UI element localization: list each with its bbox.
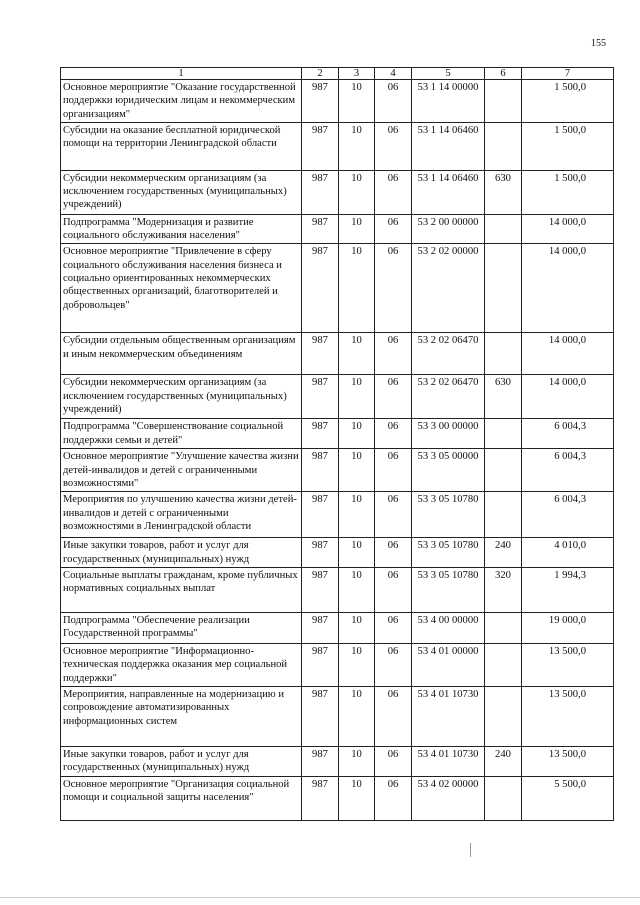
cell-subsection: 06 [375,170,412,214]
cell-subsection: 06 [375,613,412,644]
cell-section: 10 [339,214,375,244]
cell-section: 10 [339,776,375,820]
cell-amount: 14 000,0 [522,333,614,375]
cell-expense-type [485,122,522,170]
cell-amount: 6 004,3 [522,449,614,492]
page-number: 155 [591,38,606,49]
cell-ministry-code: 987 [302,686,339,746]
cell-ministry-code: 987 [302,644,339,687]
row-name: Мероприятия, направленные на модернизацию и сопровождение автоматизированных информационных систем [61,686,302,746]
header-cell: 6 [485,68,522,80]
table-row [61,375,614,419]
table-row [61,492,614,538]
table-row [61,613,614,644]
cell-section: 10 [339,568,375,613]
cell-ministry-code: 987 [302,746,339,776]
cell-subsection: 06 [375,746,412,776]
cell-amount: 13 500,0 [522,686,614,746]
cell-target-code: 53 3 05 00000 [412,449,485,492]
cell-expense-type [485,492,522,538]
cell-target-code: 53 2 02 00000 [412,244,485,333]
header-cell: 5 [412,68,485,80]
cell-amount: 6 004,3 [522,419,614,449]
cell-target-code: 53 2 02 06470 [412,375,485,419]
cell-expense-type: 320 [485,568,522,613]
cell-subsection: 06 [375,80,412,123]
budget-table [60,67,614,821]
table-row [61,80,614,123]
table-row [61,568,614,613]
cell-subsection: 06 [375,333,412,375]
cell-amount: 1 500,0 [522,80,614,123]
row-name: Субсидии некоммерческим организациям (за исключением государственных (муниципальных) учреждений) [61,375,302,419]
table-row [61,244,614,333]
cell-target-code: 53 3 00 00000 [412,419,485,449]
cell-subsection: 06 [375,686,412,746]
cell-amount: 4 010,0 [522,538,614,568]
cell-amount: 19 000,0 [522,613,614,644]
row-name: Подпрограмма "Обеспечение реализации Государственной программы" [61,613,302,644]
cell-expense-type [485,613,522,644]
cell-amount: 14 000,0 [522,244,614,333]
cell-subsection: 06 [375,644,412,687]
cell-ministry-code: 987 [302,244,339,333]
row-name: Мероприятия по улучшению качества жизни детей-инвалидов и детей с ограниченными возможностями в Ленинградской области [61,492,302,538]
cell-target-code: 53 3 05 10780 [412,492,485,538]
table-row [61,686,614,746]
cell-target-code: 53 3 05 10780 [412,568,485,613]
cell-expense-type [485,419,522,449]
cell-ministry-code: 987 [302,613,339,644]
cell-target-code: 53 4 01 00000 [412,644,485,687]
cell-target-code: 53 4 01 10730 [412,686,485,746]
cell-section: 10 [339,449,375,492]
row-name: Субсидии некоммерческим организациям (за исключением государственных (муниципальных) учреждений) [61,170,302,214]
cell-amount: 14 000,0 [522,214,614,244]
cell-ministry-code: 987 [302,214,339,244]
cell-expense-type: 630 [485,375,522,419]
table-row [61,644,614,687]
cell-ministry-code: 987 [302,568,339,613]
cell-subsection: 06 [375,419,412,449]
cell-expense-type [485,80,522,123]
cell-expense-type [485,333,522,375]
row-name: Иные закупки товаров, работ и услуг для государственных (муниципальных) нужд [61,538,302,568]
cell-section: 10 [339,613,375,644]
cell-section: 10 [339,170,375,214]
cell-ministry-code: 987 [302,122,339,170]
cell-target-code: 53 1 14 06460 [412,170,485,214]
cell-ministry-code: 987 [302,333,339,375]
cell-subsection: 06 [375,538,412,568]
cell-target-code: 53 2 00 00000 [412,214,485,244]
cell-expense-type [485,449,522,492]
cell-amount: 1 994,3 [522,568,614,613]
cell-ministry-code: 987 [302,538,339,568]
cell-section: 10 [339,333,375,375]
cell-section: 10 [339,538,375,568]
cell-subsection: 06 [375,122,412,170]
cell-section: 10 [339,375,375,419]
cell-expense-type [485,776,522,820]
scan-edge-line [0,897,640,898]
cell-section: 10 [339,644,375,687]
cell-amount: 1 500,0 [522,122,614,170]
table-row [61,746,614,776]
cell-target-code: 53 4 02 00000 [412,776,485,820]
cell-ministry-code: 987 [302,80,339,123]
cell-target-code: 53 4 01 10730 [412,746,485,776]
cell-amount: 14 000,0 [522,375,614,419]
cell-section: 10 [339,492,375,538]
cell-subsection: 06 [375,214,412,244]
header-cell: 2 [302,68,339,80]
cell-ministry-code: 987 [302,492,339,538]
cell-amount: 5 500,0 [522,776,614,820]
cell-ministry-code: 987 [302,419,339,449]
cell-expense-type: 630 [485,170,522,214]
cell-target-code: 53 2 02 06470 [412,333,485,375]
header-cell: 4 [375,68,412,80]
cell-amount: 1 500,0 [522,170,614,214]
scan-mark [470,843,471,857]
cell-target-code: 53 3 05 10780 [412,538,485,568]
table-row [61,419,614,449]
cell-subsection: 06 [375,244,412,333]
row-name: Основное мероприятие "Оказание государственной поддержки юридическим лицам и некоммерческим организациям" [61,80,302,123]
cell-target-code: 53 4 00 00000 [412,613,485,644]
row-name: Основное мероприятие "Привлечение в сферу социального обслуживания населения бизнеса и социально ориентированных некоммерческих общественных организаций, благотворителей и добровольцев" [61,244,302,333]
cell-section: 10 [339,244,375,333]
cell-section: 10 [339,122,375,170]
cell-amount: 6 004,3 [522,492,614,538]
table-row [61,122,614,170]
table-header-row [61,68,614,80]
table-row [61,776,614,820]
cell-subsection: 06 [375,568,412,613]
cell-target-code: 53 1 14 00000 [412,80,485,123]
cell-ministry-code: 987 [302,449,339,492]
cell-section: 10 [339,746,375,776]
cell-expense-type [485,214,522,244]
row-name: Субсидии отдельным общественным организациям и иным некоммерческим объединениям [61,333,302,375]
cell-section: 10 [339,80,375,123]
cell-ministry-code: 987 [302,776,339,820]
cell-ministry-code: 987 [302,170,339,214]
row-name: Подпрограмма "Модернизация и развитие социального обслуживания населения" [61,214,302,244]
cell-expense-type [485,644,522,687]
cell-expense-type: 240 [485,746,522,776]
table-row [61,538,614,568]
cell-subsection: 06 [375,492,412,538]
row-name: Основное мероприятие "Организация социальной помощи и социальной защиты населения" [61,776,302,820]
cell-section: 10 [339,686,375,746]
cell-subsection: 06 [375,776,412,820]
row-name: Основное мероприятие "Улучшение качества жизни детей-инвалидов и детей с ограниченными возможностями" [61,449,302,492]
row-name: Социальные выплаты гражданам, кроме публичных нормативных социальных выплат [61,568,302,613]
cell-expense-type [485,244,522,333]
header-cell: 1 [61,68,302,80]
cell-amount: 13 500,0 [522,644,614,687]
header-cell: 7 [522,68,614,80]
row-name: Подпрограмма "Совершенствование социальной поддержки семьи и детей" [61,419,302,449]
table-row [61,214,614,244]
table-row [61,449,614,492]
table-row [61,333,614,375]
row-name: Субсидии на оказание бесплатной юридической помощи на территории Ленинградской области [61,122,302,170]
cell-target-code: 53 1 14 06460 [412,122,485,170]
cell-subsection: 06 [375,375,412,419]
row-name: Иные закупки товаров, работ и услуг для государственных (муниципальных) нужд [61,746,302,776]
cell-section: 10 [339,419,375,449]
cell-subsection: 06 [375,449,412,492]
cell-amount: 13 500,0 [522,746,614,776]
header-cell: 3 [339,68,375,80]
row-name: Основное мероприятие "Информационно-техническая поддержка оказания мер социальной поддержки" [61,644,302,687]
table-row [61,170,614,214]
cell-expense-type: 240 [485,538,522,568]
cell-expense-type [485,686,522,746]
cell-ministry-code: 987 [302,375,339,419]
